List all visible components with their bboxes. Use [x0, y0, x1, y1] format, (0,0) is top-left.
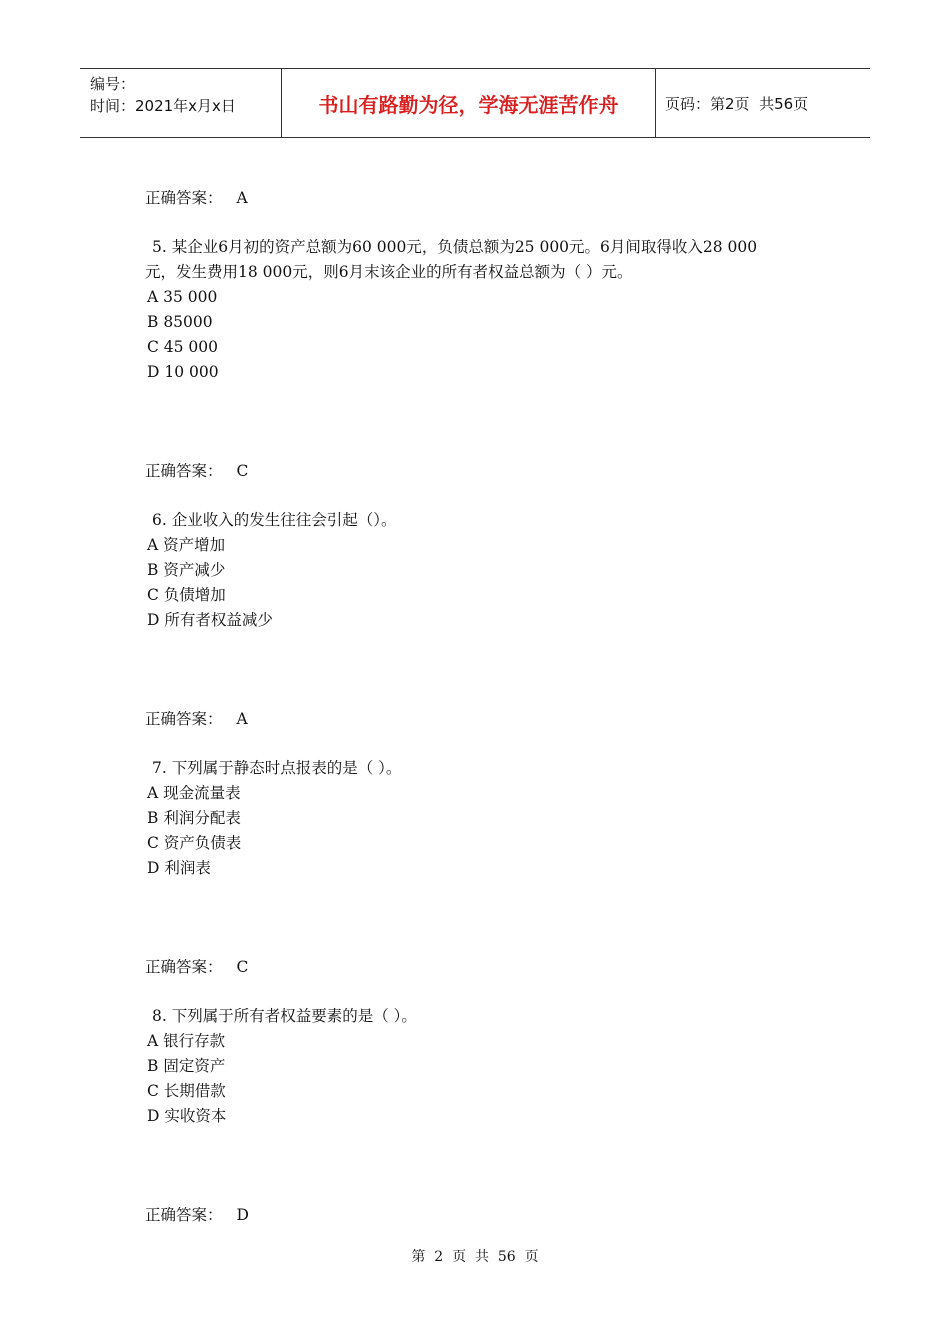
option-b: B 资产减少	[147, 561, 226, 579]
question-text: 6. 企业收入的发生往往会引起（）。	[152, 511, 397, 529]
option-b: B 利润分配表	[147, 809, 241, 827]
answer-line	[145, 186, 825, 210]
answer-line	[145, 1203, 825, 1227]
option-c: C 负债增加	[147, 586, 226, 604]
question-7	[145, 756, 825, 881]
option-a: A 现金流量表	[147, 784, 241, 802]
answer-line	[145, 459, 825, 483]
document-time: 时间：2021年x月x日	[90, 97, 236, 115]
option-d: D 实收资本	[147, 1107, 227, 1125]
answer-value: C	[236, 958, 249, 976]
answer-label: 正确答案：	[145, 189, 223, 207]
option-d: D 10 000	[147, 363, 219, 381]
header-meta	[80, 69, 280, 137]
header-motto: 书山有路勤为径，学海无涯苦作舟	[281, 69, 656, 137]
answer-line	[145, 707, 825, 731]
answer-value: C	[236, 462, 249, 480]
option-d: D 所有者权益减少	[147, 611, 273, 629]
page-footer: 第 2 页 共 56 页	[411, 1249, 539, 1265]
question-text-continued: 元，发生费用18 000元，则6月末该企业的所有者权益总额为（ ）元。	[145, 263, 633, 281]
question-text: 5. 某企业6月初的资产总额为60 000元，负债总额为25 000元。6月间取得收入28 000	[152, 238, 758, 256]
option-b: B 固定资产	[147, 1057, 226, 1075]
option-a: A 35 000	[147, 288, 218, 306]
answer-label: 正确答案：	[145, 1206, 223, 1224]
page-header	[80, 68, 870, 138]
question-5	[145, 235, 825, 385]
option-d: D 利润表	[147, 859, 211, 877]
answer-value: A	[236, 189, 248, 207]
header-page-info: 页码：第2页 共56页	[665, 94, 809, 113]
answer-label: 正确答案：	[145, 710, 223, 728]
option-c: C 资产负债表	[147, 834, 242, 852]
document-number-label: 编号：	[90, 75, 136, 93]
answer-label: 正确答案：	[145, 958, 223, 976]
option-a: A 银行存款	[147, 1032, 226, 1050]
answer-label: 正确答案：	[145, 462, 223, 480]
option-a: A 资产增加	[147, 536, 226, 554]
option-b: B 85000	[147, 313, 213, 331]
option-c: C 45 000	[147, 338, 219, 356]
document-body	[145, 186, 825, 1227]
answer-line	[145, 955, 825, 979]
answer-value: D	[236, 1206, 249, 1224]
question-text: 7. 下列属于静态时点报表的是（ ）。	[152, 759, 402, 777]
answer-value: A	[236, 710, 248, 728]
question-8	[145, 1004, 825, 1129]
question-6	[145, 508, 825, 633]
question-text: 8. 下列属于所有者权益要素的是（ ）。	[152, 1007, 417, 1025]
option-c: C 长期借款	[147, 1082, 226, 1100]
